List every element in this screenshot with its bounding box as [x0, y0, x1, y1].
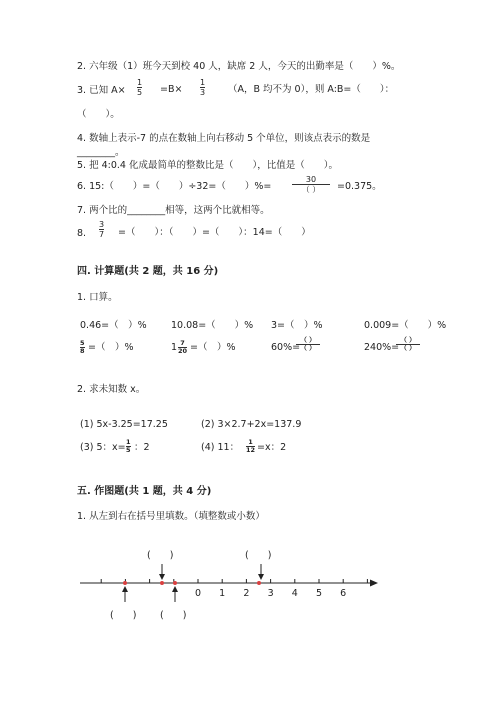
blank-above-1: ( ): [147, 550, 174, 561]
section-4-q1: 1. 口算。: [77, 292, 118, 303]
axis-label: 2: [243, 588, 250, 599]
question-4: 4. 数轴上表示-7 的点在数轴上向右移动 5 个单位，则该点表示的数是: [77, 133, 371, 144]
section-4-q2: 2. 求未知数 x。: [77, 384, 146, 395]
oral-calc-7: 60%=: [271, 342, 301, 353]
arrow-down-icon: [258, 564, 264, 580]
question-6-part-a: 6. 15:（ ）=（ ）÷32=（ ）%=: [77, 181, 272, 192]
question-3-part-b: =B×: [160, 84, 183, 95]
oral-calc-6: =（ ）%: [190, 342, 236, 353]
arrow-up-icon: [122, 586, 128, 602]
question-3-line-2: （ ）。: [77, 109, 120, 120]
axis-label: 0: [194, 588, 202, 599]
point-marker-3: [173, 581, 177, 585]
point-marker-2: [160, 581, 164, 585]
question-2: 2. 六年级（1）班今天到校 40 人，缺席 2 人，今天的出勤率是（ ）%。: [77, 61, 401, 72]
axis-labels: [195, 588, 346, 599]
oral-calc-4: 0.009=（ ）%: [364, 320, 447, 331]
arrow-up-icon: [172, 586, 178, 602]
question-3-part-c: （A，B 均不为 0），则 A:B=（ ）：: [228, 84, 395, 95]
equation-2: (2) 3×2.7+2x=137.9: [201, 419, 302, 430]
oral-calc-1: 0.46=（ ）%: [80, 320, 147, 331]
oral-calc-8: 240%=: [364, 342, 400, 353]
question-8-label: 8.: [77, 228, 87, 239]
section-5-title: 五. 作图题(共 1 题，共 4 分): [77, 486, 212, 497]
axis-label: 3: [267, 588, 274, 599]
fraction-five-eighths: 5 8: [80, 339, 85, 355]
blank-below-2: ( ): [160, 610, 187, 621]
blank-below-1: ( ): [110, 610, 137, 621]
blank-fraction-2: （ ） （ ）: [396, 337, 420, 352]
oral-calc-2: 10.08=（ ）%: [171, 320, 254, 331]
point-marker-1: [123, 581, 127, 585]
fraction-three-sevenths: 3 7: [99, 220, 105, 239]
axis-label: 5: [315, 588, 323, 599]
equation-1: (1) 5x-3.25=17.25: [80, 419, 168, 430]
axis-label: 4: [291, 588, 298, 599]
oral-calc-3: 3=（ ）%: [271, 320, 323, 331]
mixed-number-whole: 1: [171, 342, 178, 353]
fraction-thirty-over-blank: 30 （ ）: [292, 175, 330, 194]
blank-above-2: ( ): [245, 550, 272, 561]
section-4-title: 四. 计算题(共 2 题，共 16 分): [77, 266, 219, 277]
number-line-arrowhead: [370, 580, 378, 587]
oral-calc-5: =（ ）%: [88, 342, 134, 353]
axis-label: 1: [219, 588, 226, 599]
fraction-one-fifth: 1 5: [137, 78, 143, 97]
fraction-seven-twentieths: 7 20: [178, 339, 188, 355]
fraction-one-third: 1 3: [200, 78, 206, 97]
question-6-part-b: =0.375。: [337, 181, 382, 192]
question-5: 5. 把 4:0.4 化成最简单的整数比是（ ），比值是（ ）。: [77, 160, 338, 171]
arrow-down-icon: [159, 564, 165, 580]
equation-3-part-a: (3) 5：x=: [80, 442, 126, 453]
tick-marks: [101, 579, 367, 583]
question-8-text: =（ ）：（ ）=（ ）：14=（ ）: [118, 227, 311, 238]
fraction-one-fifth-eq3: 1 5: [126, 438, 131, 454]
blank-fraction-1: （ ） （ ）: [296, 337, 320, 352]
section-5-q1: 1. 从左到右在括号里填数。（填整数或小数）: [77, 511, 265, 522]
question-7: 7. 两个比的________相等，这两个比就相等。: [77, 205, 270, 216]
equation-3-part-b: ：2: [134, 442, 150, 453]
fraction-one-twelfth: 1 12: [246, 438, 256, 454]
point-marker-4: [257, 581, 261, 585]
equation-4-part-b: =x：2: [257, 442, 287, 453]
equation-4-part-a: (4) 11：: [201, 442, 240, 453]
question-3-part-a: 3. 已知 A×: [77, 85, 126, 96]
axis-label: 6: [340, 588, 347, 599]
question-4-blank: ________。: [77, 147, 125, 158]
